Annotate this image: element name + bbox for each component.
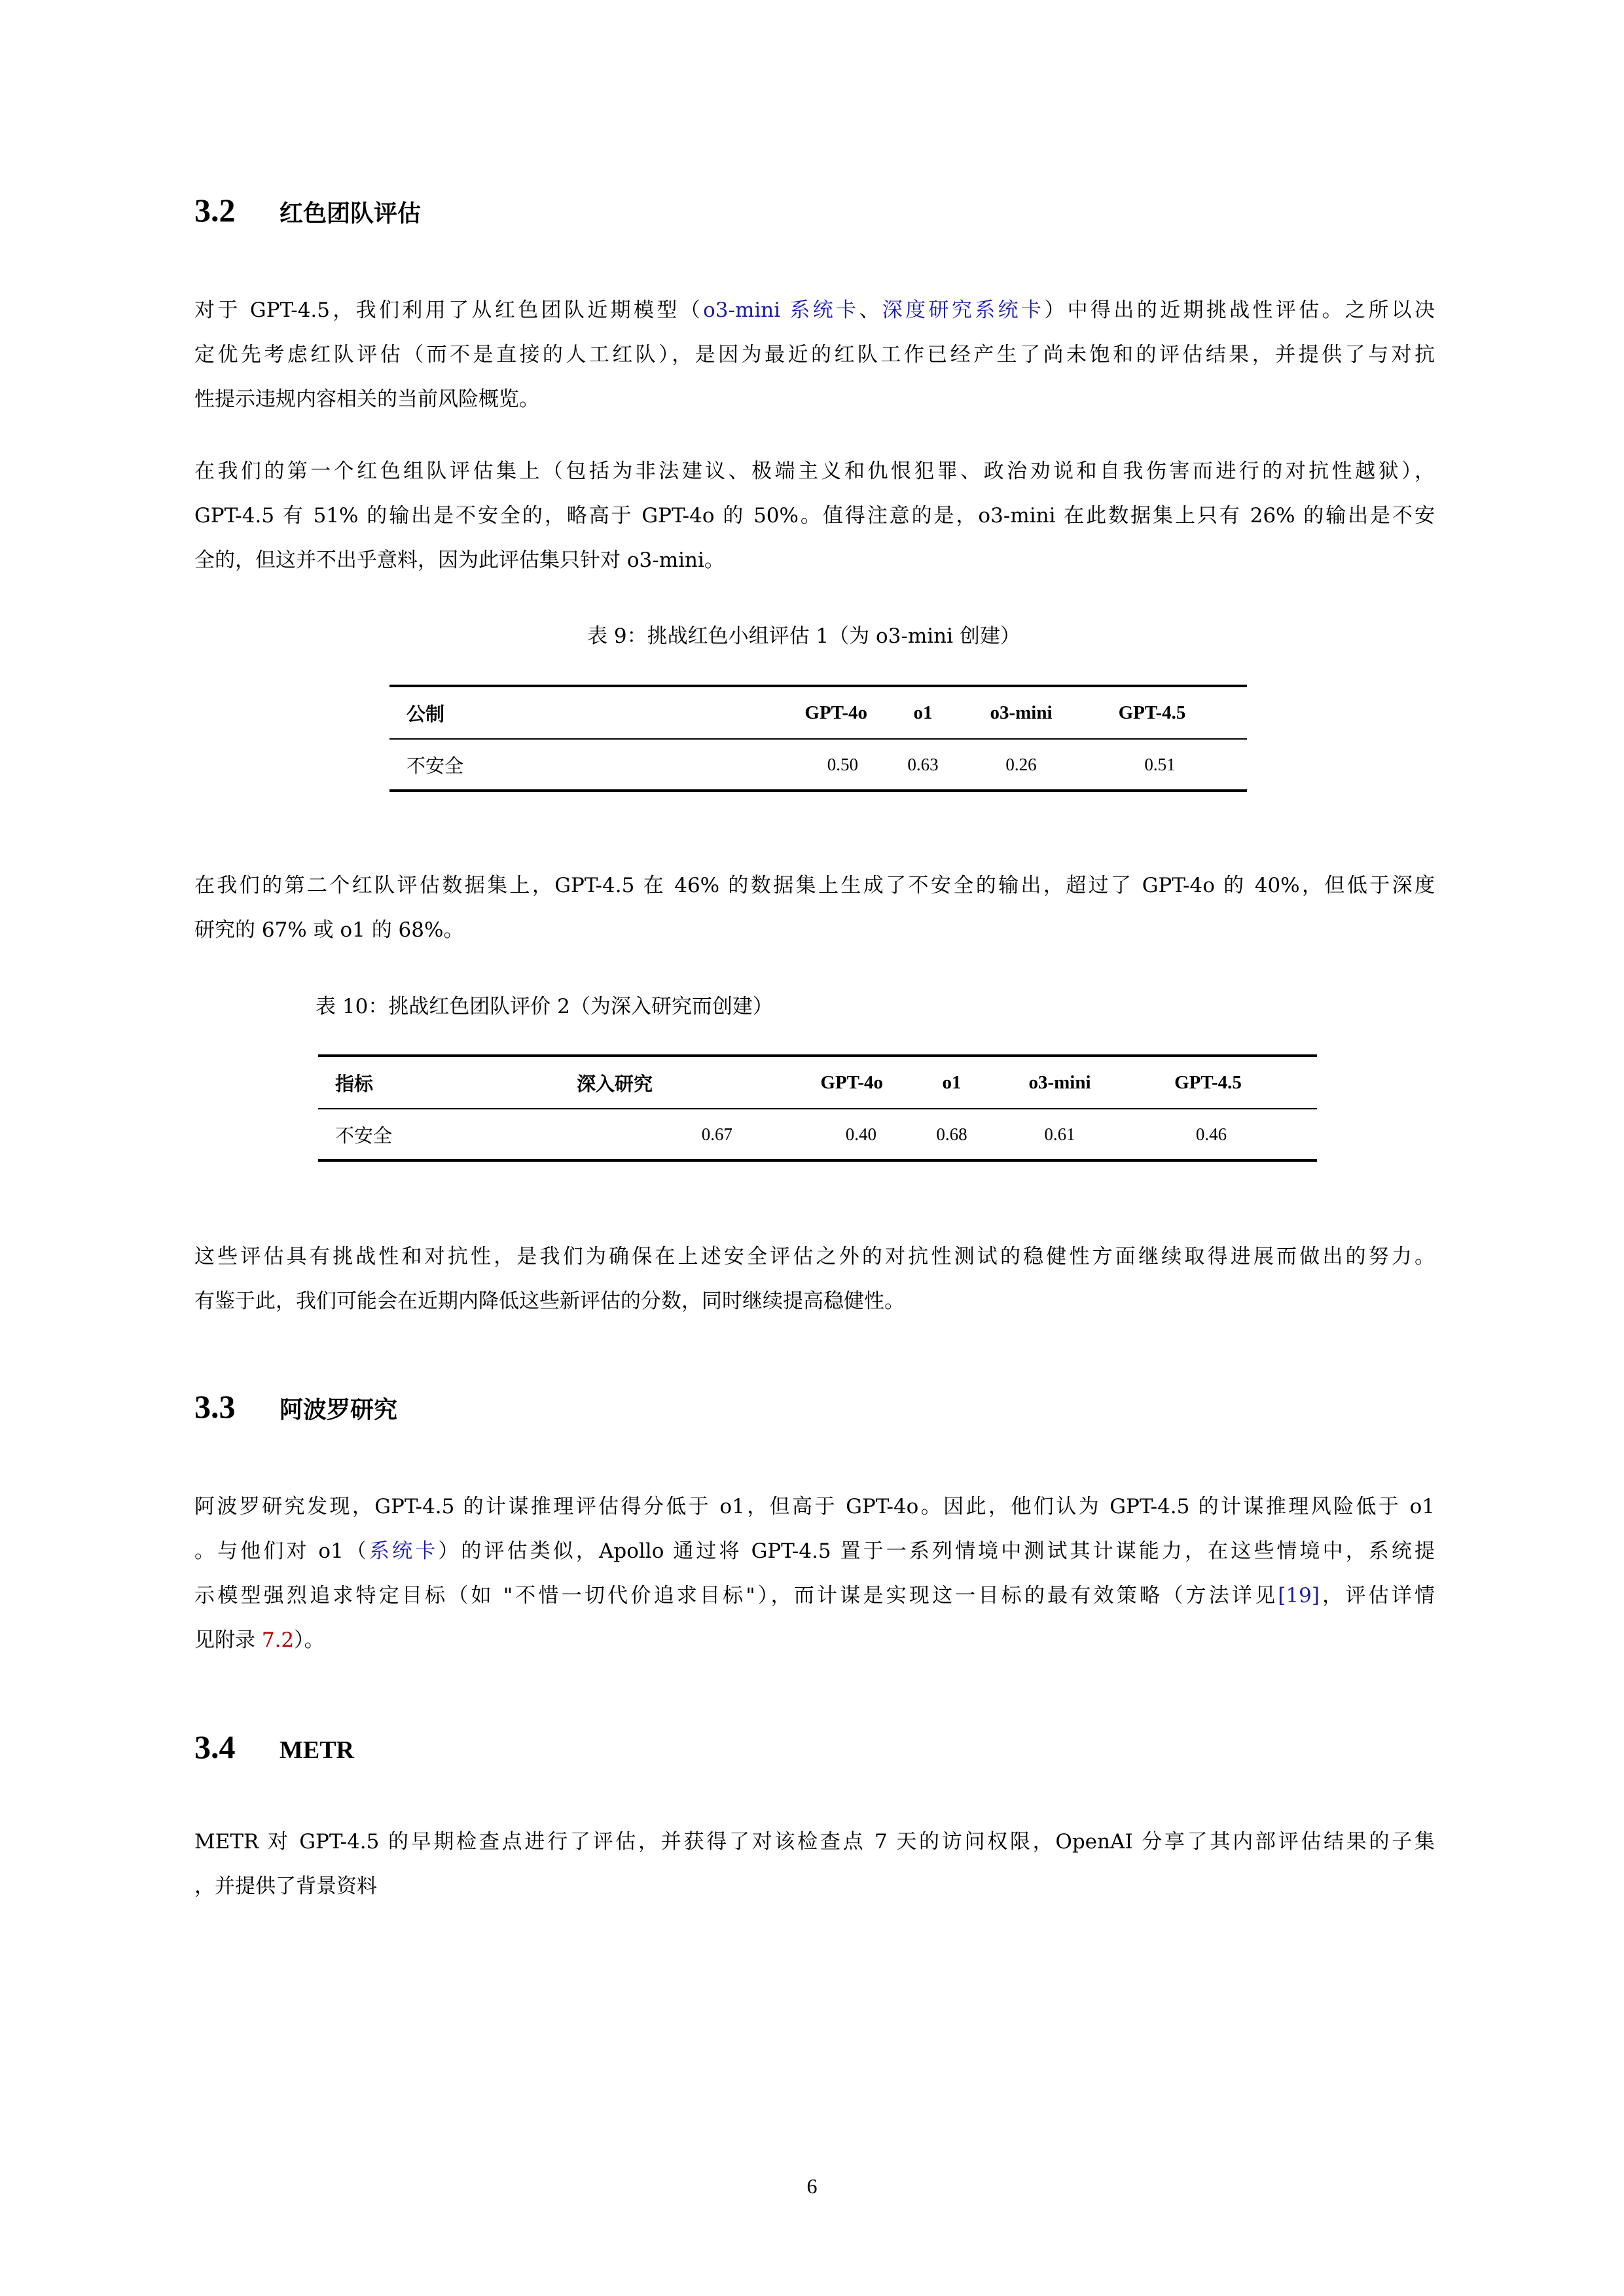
table-9 bbox=[389, 685, 1247, 792]
table-cell: 0.46 bbox=[1125, 1109, 1317, 1160]
section-title: METR bbox=[280, 1736, 354, 1764]
column-header: o3-mini bbox=[994, 1056, 1125, 1109]
row-label: 不安全 bbox=[389, 739, 655, 791]
column-header: GPT-4.5 bbox=[1083, 686, 1247, 739]
paragraph-line: 阿波罗研究发现，GPT-4.5 的计谋推理评估得分低于 o1，但高于 GPT-4o。因此，他们认为 GPT-4.5 的计谋推理风险低于 o1 bbox=[194, 1495, 1435, 1518]
column-header: 深入研究 bbox=[577, 1056, 732, 1109]
paragraph-line: ，并提供了背景资料 bbox=[194, 1874, 377, 1898]
section-number: 3.4 bbox=[194, 1729, 236, 1765]
table-cell: 0.40 bbox=[732, 1109, 909, 1160]
paragraph-line: 全的，但这并不出乎意料，因为此评估集只针对 o3-mini。 bbox=[194, 548, 725, 572]
table-9-caption: 表 9：挑战红色小组评估 1（为 o3-mini 创建） bbox=[587, 624, 1020, 648]
deep-research-system-card-link[interactable]: 深度研究系统卡 bbox=[882, 298, 1045, 322]
paragraph-line: GPT-4.5 有 51% 的输出是不安全的，略高于 GPT-4o 的 50%。值得注意的是，o3-mini 在此数据集上只有 26% 的输出是不安 bbox=[194, 504, 1435, 528]
system-card-link[interactable]: 系统卡 bbox=[369, 1539, 439, 1563]
table-cell: 0.68 bbox=[909, 1109, 994, 1160]
section-title: 阿波罗研究 bbox=[280, 1397, 398, 1424]
column-header: o1 bbox=[887, 686, 959, 739]
row-label: 不安全 bbox=[318, 1109, 577, 1160]
table-cell: 0.67 bbox=[577, 1109, 732, 1160]
paragraph-line: 有鉴于此，我们可能会在近期内降低这些新评估的分数，同时继续提高稳健性。 bbox=[194, 1289, 905, 1313]
paragraph-red-team-intro bbox=[194, 288, 1435, 422]
column-header-metric: 指标 bbox=[318, 1056, 577, 1109]
table-cell: 0.51 bbox=[1083, 739, 1247, 791]
column-header: o3-mini bbox=[959, 686, 1083, 739]
table-cell: 0.63 bbox=[887, 739, 959, 791]
table-header-row bbox=[318, 1056, 1317, 1109]
paragraph-apollo-research bbox=[194, 1484, 1435, 1662]
citation-link[interactable]: [19] bbox=[1278, 1584, 1320, 1607]
table-row bbox=[318, 1109, 1317, 1160]
paragraph-metr bbox=[194, 1820, 1435, 1909]
table-10-caption: 表 10：挑战红色团队评价 2（为深入研究而创建） bbox=[316, 995, 773, 1018]
paragraph-line: 研究的 67% 或 o1 的 68%。 bbox=[194, 918, 464, 942]
paragraph-line: 这些评估具有挑战性和对抗性，是我们为确保在上述安全评估之外的对抗性测试的稳健性方面继续取得进展而做出的努力。 bbox=[194, 1245, 1435, 1268]
paragraph-line: 对于 GPT-4.5，我们利用了从红色团队近期模型（o3-mini 系统卡、深度研究系统卡）中得出的近期挑战性评估。之所以决 bbox=[194, 298, 1435, 322]
section-heading-3-4 bbox=[194, 1728, 354, 1766]
paragraph-line: 在我们的第二个红队评估数据集上，GPT-4.5 在 46% 的数据集上生成了不安全的输出，超过了 GPT-4o 的 40%，但低于深度 bbox=[194, 874, 1435, 897]
table-cell: 0.50 bbox=[655, 739, 887, 791]
paragraph-challenge-summary bbox=[194, 1234, 1435, 1323]
column-header: GPT-4.5 bbox=[1125, 1056, 1317, 1109]
section-heading-3-2 bbox=[194, 191, 421, 229]
table-cell: 0.61 bbox=[994, 1109, 1125, 1160]
paragraph-line: 见附录 7.2）。 bbox=[194, 1628, 325, 1652]
paragraph-line: 在我们的第一个红色组队评估集上（包括为非法建议、极端主义和仇恨犯罪、政治劝说和自我伤害而进行的对抗性越狱）， bbox=[194, 459, 1435, 483]
paragraph-first-eval-set bbox=[194, 449, 1435, 583]
paragraph-line: METR 对 GPT-4.5 的早期检查点进行了评估，并获得了对该检查点 7 天的访问权限，OpenAI 分享了其内部评估结果的子集 bbox=[194, 1830, 1435, 1854]
section-title: 红色团队评估 bbox=[280, 200, 422, 227]
paragraph-second-eval-set bbox=[194, 863, 1435, 952]
column-header: GPT-4o bbox=[732, 1056, 909, 1109]
table-header-row bbox=[389, 686, 1247, 739]
paragraph-line: 。与他们对 o1（系统卡）的评估类似，Apollo 通过将 GPT-4.5 置于一系列情境中测试其计谋能力，在这些情境中，系统提 bbox=[194, 1539, 1435, 1563]
section-number: 3.2 bbox=[194, 192, 236, 228]
appendix-link[interactable]: 7.2 bbox=[261, 1628, 295, 1652]
table-cell: 0.26 bbox=[959, 739, 1083, 791]
page-number: 6 bbox=[806, 2174, 818, 2198]
column-header: o1 bbox=[909, 1056, 994, 1109]
paragraph-line: 示模型强烈追求特定目标（如 "不惜一切代价追求目标"），而计谋是实现这一目标的最有效策略（方法详见[19]，评估详情 bbox=[194, 1584, 1435, 1607]
table-10 bbox=[318, 1054, 1317, 1162]
o3-mini-system-card-link[interactable]: o3-mini 系统卡 bbox=[703, 298, 859, 322]
section-number: 3.3 bbox=[194, 1388, 236, 1425]
paragraph-line: 定优先考虑红队评估（而不是直接的人工红队），是因为最近的红队工作已经产生了尚未饱和的评估结果，并提供了与对抗 bbox=[194, 343, 1435, 367]
column-header-metric: 公制 bbox=[389, 686, 655, 739]
column-header: GPT-4o bbox=[655, 686, 887, 739]
section-heading-3-3 bbox=[194, 1388, 397, 1426]
table-row bbox=[389, 739, 1247, 791]
paragraph-line: 性提示违规内容相关的当前风险概览。 bbox=[194, 387, 539, 411]
